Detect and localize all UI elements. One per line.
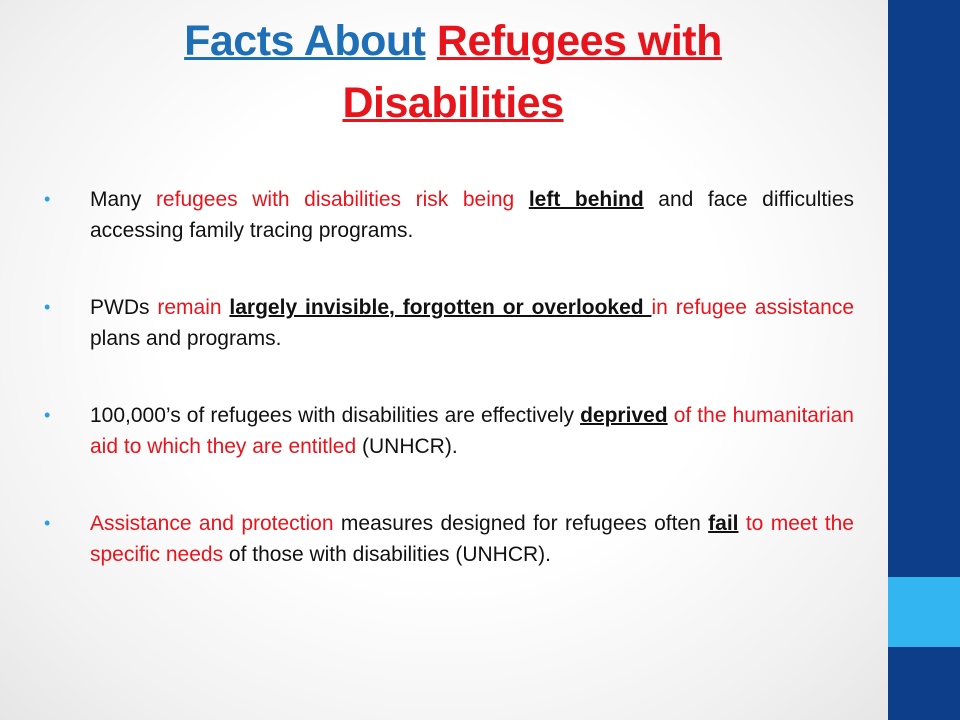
bullet-text: (UNHCR). [356,435,458,458]
title-part-disabilities: Disabilities [342,79,564,127]
bullet-text: 100,000’s of refugees with disabilities are effectively [90,404,581,427]
bullet-bold-underlined-text: largely invisible, forgotten or overlooked [229,296,652,319]
bullet-text: measures designed for refugees often [333,512,709,535]
slide-title [40,10,866,134]
bullet-dot-icon: • [44,189,51,209]
title-part-facts-about: Facts About [184,17,426,65]
bullet-red-text: refugees with disabilities risk being [155,188,529,211]
bullet-item-fail [40,508,854,570]
bullet-text: of those with disabilities (UNHCR). [223,543,552,566]
bullet-text: Many [90,188,156,211]
bullet-bold-underlined-text: deprived [580,404,668,427]
bullet-red-text: Assistance and protection [90,512,334,535]
bullet-red-text: of the humanitarian aid to which they are entitled [90,404,854,458]
bullet-item-left-behind [40,184,854,246]
bullet-red-text: remain [157,296,230,319]
bullet-item-deprived [40,400,854,462]
title-part-refugees-with: Refugees with [436,17,722,65]
bullet-red-text: to meet the specific needs [90,512,854,566]
bullet-item-invisible [40,292,854,354]
bullet-text: and face difficulties accessing family tracing programs. [90,188,854,242]
bullet-list [40,184,854,616]
bullet-bold-underlined-text: left behind [528,188,644,211]
bullet-red-text: in refugee assistance [651,296,854,319]
bullet-dot-icon: • [44,513,51,533]
bullet-bold-underlined-text: fail [708,512,739,535]
bullet-dot-icon: • [44,405,51,425]
sidebar-accent-block [888,577,960,647]
bullet-text: PWDs [90,296,158,319]
bullet-dot-icon: • [44,297,51,317]
bullet-text: plans and programs. [90,327,282,350]
